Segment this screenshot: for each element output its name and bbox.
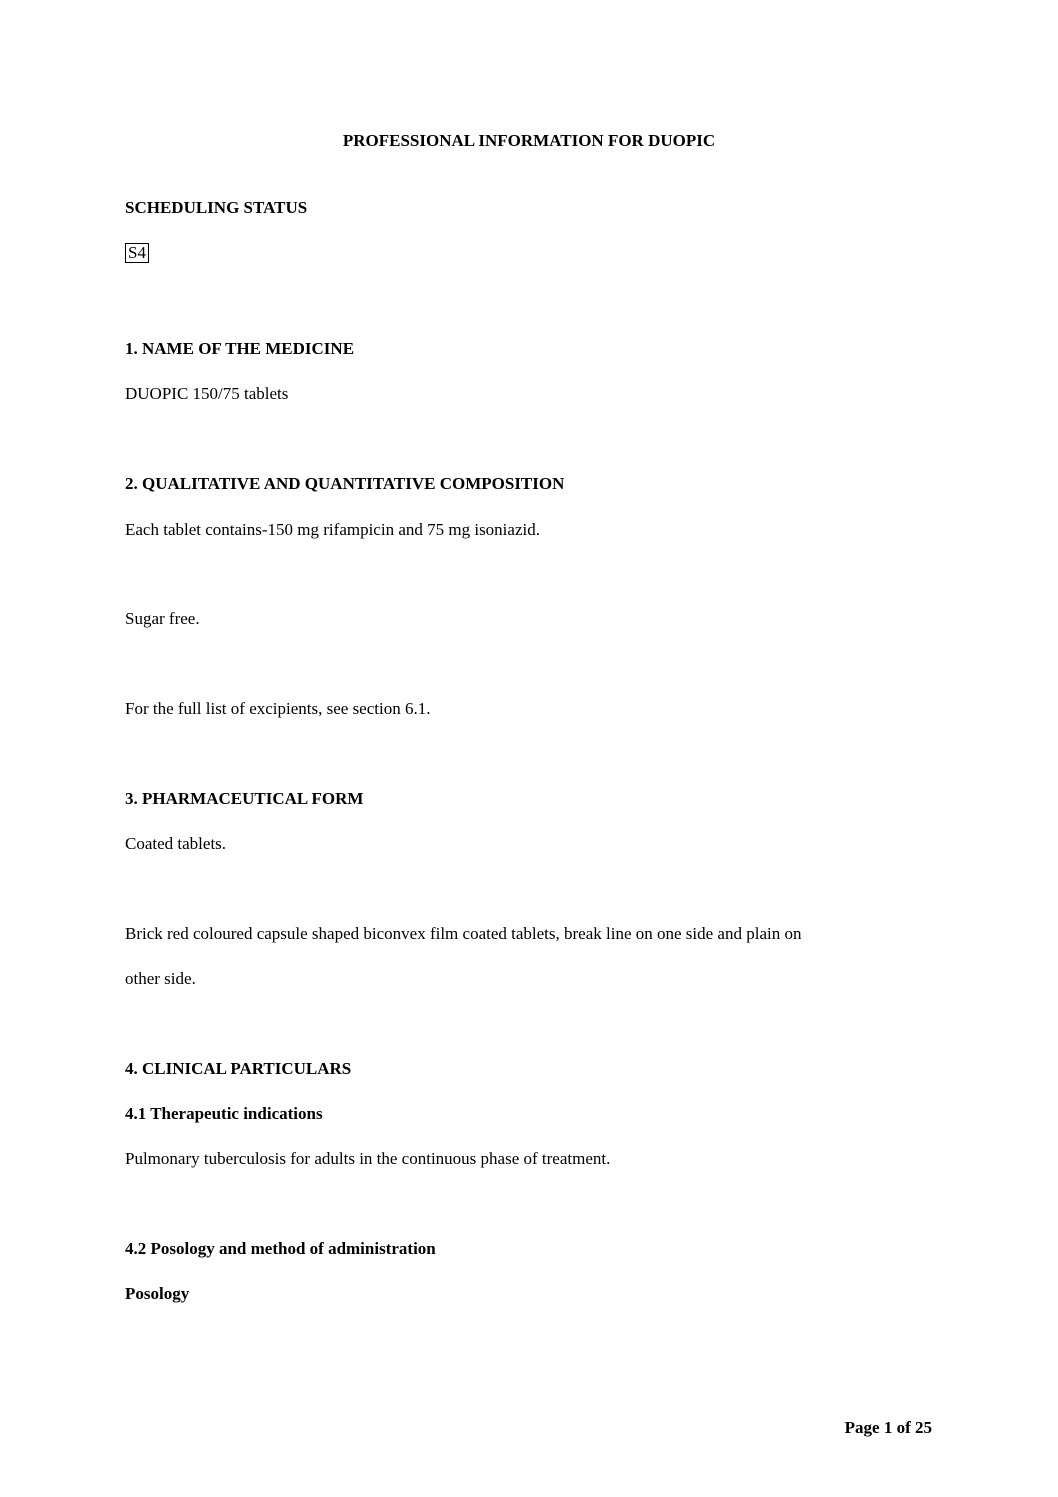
section-3-text-coated: Coated tablets. [125, 834, 227, 853]
section-4-heading: 4. CLINICAL PARTICULARS [125, 1059, 352, 1078]
section-2-text-excipients: For the full list of excipients, see section 6.1. [125, 699, 431, 718]
section-2-heading: 2. QUALITATIVE AND QUANTITATIVE COMPOSITION [125, 474, 565, 493]
scheduling-status-badge: S4 [125, 243, 149, 263]
section-4-1-heading: 4.1 Therapeutic indications [125, 1104, 323, 1123]
section-2-text-sugar-free: Sugar free. [125, 609, 200, 628]
section-4-2-heading: 4.2 Posology and method of administration [125, 1239, 436, 1258]
section-3-text-description-line2: other side. [125, 969, 196, 988]
section-1-text: DUOPIC 150/75 tablets [125, 384, 289, 403]
section-2-text-composition: Each tablet contains-150 mg rifampicin and 75 mg isoniazid. [125, 520, 540, 539]
document-title-text: PROFESSIONAL INFORMATION FOR DUOPIC [342, 131, 716, 150]
scheduling-status-heading: SCHEDULING STATUS [125, 198, 308, 217]
section-3-heading: 3. PHARMACEUTICAL FORM [125, 789, 364, 808]
section-4-2-posology-heading: Posology [125, 1284, 190, 1303]
section-4-1-text: Pulmonary tuberculosis for adults in the continuous phase of treatment. [125, 1149, 611, 1168]
document-title [0, 131, 1058, 151]
section-3-text-description-line1: Brick red coloured capsule shaped biconvex film coated tablets, break line on one side and plain on [125, 924, 802, 943]
page-number: Page 1 of 25 [844, 1418, 932, 1437]
section-1-heading: 1. NAME OF THE MEDICINE [125, 339, 355, 358]
